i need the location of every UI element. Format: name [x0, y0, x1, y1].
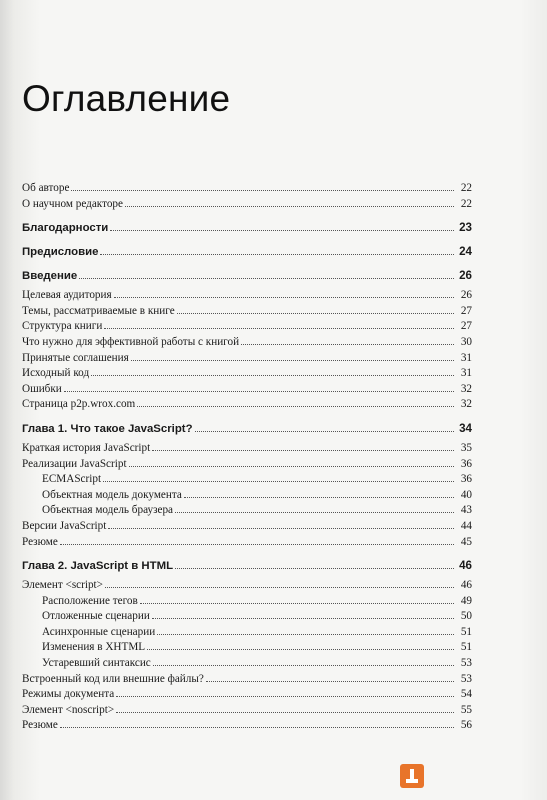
toc-chapter-row	[22, 268, 472, 284]
dot-leader	[152, 441, 454, 451]
toc-page-number: 26	[460, 289, 472, 302]
page-title: Оглавление	[22, 78, 231, 119]
dot-leader	[100, 245, 454, 255]
dot-leader	[114, 288, 454, 298]
toc-entry-label: Отложенные сценарии	[42, 610, 150, 623]
toc-entry-label: Структура книги	[22, 320, 103, 333]
toc-entry-label: Введение	[22, 270, 78, 283]
dot-leader	[104, 319, 454, 329]
dot-leader	[91, 366, 454, 376]
toc-entry-label: Страница p2p.wrox.com	[22, 398, 136, 411]
dot-leader	[137, 397, 454, 407]
toc-page-number: 31	[460, 351, 472, 364]
toc-page-number: 32	[460, 382, 472, 395]
toc-entry-label: Изменения в XHTML	[42, 641, 146, 654]
toc-page-number: 40	[460, 488, 472, 501]
toc-page-number: 34	[459, 421, 472, 435]
toc-page-number: 55	[460, 703, 472, 716]
toc-page-number: 45	[460, 535, 472, 548]
toc-chapter-row	[22, 220, 472, 236]
toc-row	[22, 503, 472, 519]
toc-row	[22, 288, 472, 304]
dot-leader	[184, 488, 454, 498]
toc-entry-label: Темы, рассматриваемые в книге	[22, 304, 175, 317]
table-of-contents	[22, 181, 472, 734]
toc-chapter-row	[22, 421, 472, 437]
toc-entry-label: Резюме	[22, 719, 58, 732]
dot-leader	[175, 503, 454, 513]
toc-chapter-row	[22, 244, 472, 260]
toc-entry-label: Объектная модель документа	[42, 488, 182, 501]
toc-row	[22, 351, 472, 367]
toc-row	[22, 397, 472, 413]
toc-entry-label: Асинхронные сценарии	[42, 625, 156, 638]
toc-entry-label: О научном редакторе	[22, 197, 123, 210]
toc-entry-label: Резюме	[22, 535, 58, 548]
dot-leader	[116, 687, 454, 697]
dot-leader	[241, 335, 454, 345]
toc-entry-label: Принятые соглашения	[22, 351, 129, 364]
toc-page-number: 22	[460, 182, 472, 194]
toc-page-number: 24	[459, 245, 472, 259]
toc-entry-label: Элемент <noscript>	[22, 703, 115, 716]
toc-row	[22, 457, 472, 473]
toc-page-number: 30	[460, 335, 472, 348]
toc-page-number: 56	[460, 719, 472, 732]
toc-entry-label: Версии JavaScript	[22, 519, 107, 532]
toc-row	[22, 472, 472, 488]
dot-leader	[105, 578, 454, 588]
toc-page-number: 31	[460, 367, 472, 380]
toc-page-number: 36	[460, 473, 472, 486]
toc-page-number: 53	[460, 672, 472, 685]
toc-entry-label: Что нужно для эффективной работы с книгой	[22, 335, 240, 348]
toc-page-number: 49	[460, 594, 472, 607]
toc-row	[22, 535, 472, 551]
toc-page-number: 54	[460, 688, 472, 701]
dot-leader	[175, 559, 454, 569]
toc-page-number: 27	[460, 320, 472, 333]
toc-entry-label: Объектная модель браузера	[42, 504, 174, 517]
dot-leader	[60, 718, 454, 728]
toc-entry-label: Глава 1. Что такое JavaScript?	[22, 422, 193, 435]
toc-entry-label: Элемент <script>	[22, 579, 103, 592]
toc-page-number: 27	[460, 304, 472, 317]
toc-row	[22, 519, 472, 535]
toc-page-number: 51	[460, 641, 472, 654]
toc-row	[22, 687, 472, 703]
toc-row	[22, 578, 472, 594]
dot-leader	[108, 519, 454, 529]
toc-entry-label: Об авторе	[22, 182, 70, 194]
dot-leader	[125, 197, 454, 207]
toc-entry-label: Ошибки	[22, 382, 62, 395]
toc-row	[22, 594, 472, 610]
toc-entry-label: Режимы документа	[22, 688, 115, 701]
dot-leader	[152, 609, 454, 619]
toc-row	[22, 382, 472, 398]
toc-row	[22, 625, 472, 641]
toc-page-number: 44	[460, 519, 472, 532]
toc-row	[22, 656, 472, 672]
toc-row	[22, 304, 472, 320]
toc-page-number: 46	[459, 559, 472, 573]
toc-page-number: 22	[460, 197, 472, 210]
toc-entry-label: Благодарности	[22, 222, 109, 235]
toc-entry-label: Исходный код	[22, 367, 90, 380]
toc-entry-label: Расположение тегов	[42, 594, 138, 607]
dot-leader	[177, 304, 454, 314]
labirint-logo-icon	[400, 764, 424, 788]
dot-leader	[129, 457, 454, 467]
toc-row	[22, 335, 472, 351]
dot-leader	[147, 640, 454, 650]
toc-entry-label: Реализации JavaScript	[22, 457, 127, 470]
toc-row	[22, 718, 472, 734]
dot-leader	[103, 472, 454, 482]
dot-leader	[110, 221, 454, 231]
toc-page-number: 26	[459, 269, 472, 283]
toc-row	[22, 703, 472, 719]
toc-entry-label: Встроенный код или внешние файлы?	[22, 672, 204, 685]
toc-page-number: 43	[460, 504, 472, 517]
toc-row	[22, 197, 472, 213]
toc-entry-label: Предисловие	[22, 246, 99, 259]
toc-entry-label: ECMAScript	[42, 473, 102, 486]
toc-entry-label: Глава 2. JavaScript в HTML	[22, 560, 174, 573]
dot-leader	[116, 703, 454, 713]
toc-row	[22, 181, 472, 197]
toc-row	[22, 488, 472, 504]
dot-leader	[60, 535, 454, 545]
toc-entry-label: Краткая история JavaScript	[22, 441, 151, 454]
toc-row	[22, 672, 472, 688]
dot-leader	[153, 656, 454, 666]
dot-leader	[64, 382, 454, 392]
toc-row	[22, 366, 472, 382]
toc-page-number: 46	[460, 579, 472, 592]
dot-leader	[79, 269, 454, 279]
toc-page-number: 36	[460, 457, 472, 470]
toc-page-number: 50	[460, 610, 472, 623]
toc-row	[22, 441, 472, 457]
toc-chapter-row	[22, 558, 472, 574]
dot-leader	[131, 351, 454, 361]
toc-page-number: 51	[460, 625, 472, 638]
toc-entry-label: Устаревший синтаксис	[42, 657, 151, 670]
toc-page-number: 23	[459, 221, 472, 235]
dot-leader	[206, 672, 454, 682]
dot-leader	[140, 594, 454, 604]
toc-entry-label: Целевая аудитория	[22, 289, 112, 302]
toc-row	[22, 640, 472, 656]
toc-page-number: 32	[460, 398, 472, 411]
toc-page-number: 35	[460, 441, 472, 454]
dot-leader	[71, 181, 454, 191]
toc-row	[22, 609, 472, 625]
dot-leader	[195, 422, 454, 432]
toc-page-number: 53	[460, 657, 472, 670]
dot-leader	[157, 625, 454, 635]
toc-row	[22, 319, 472, 335]
